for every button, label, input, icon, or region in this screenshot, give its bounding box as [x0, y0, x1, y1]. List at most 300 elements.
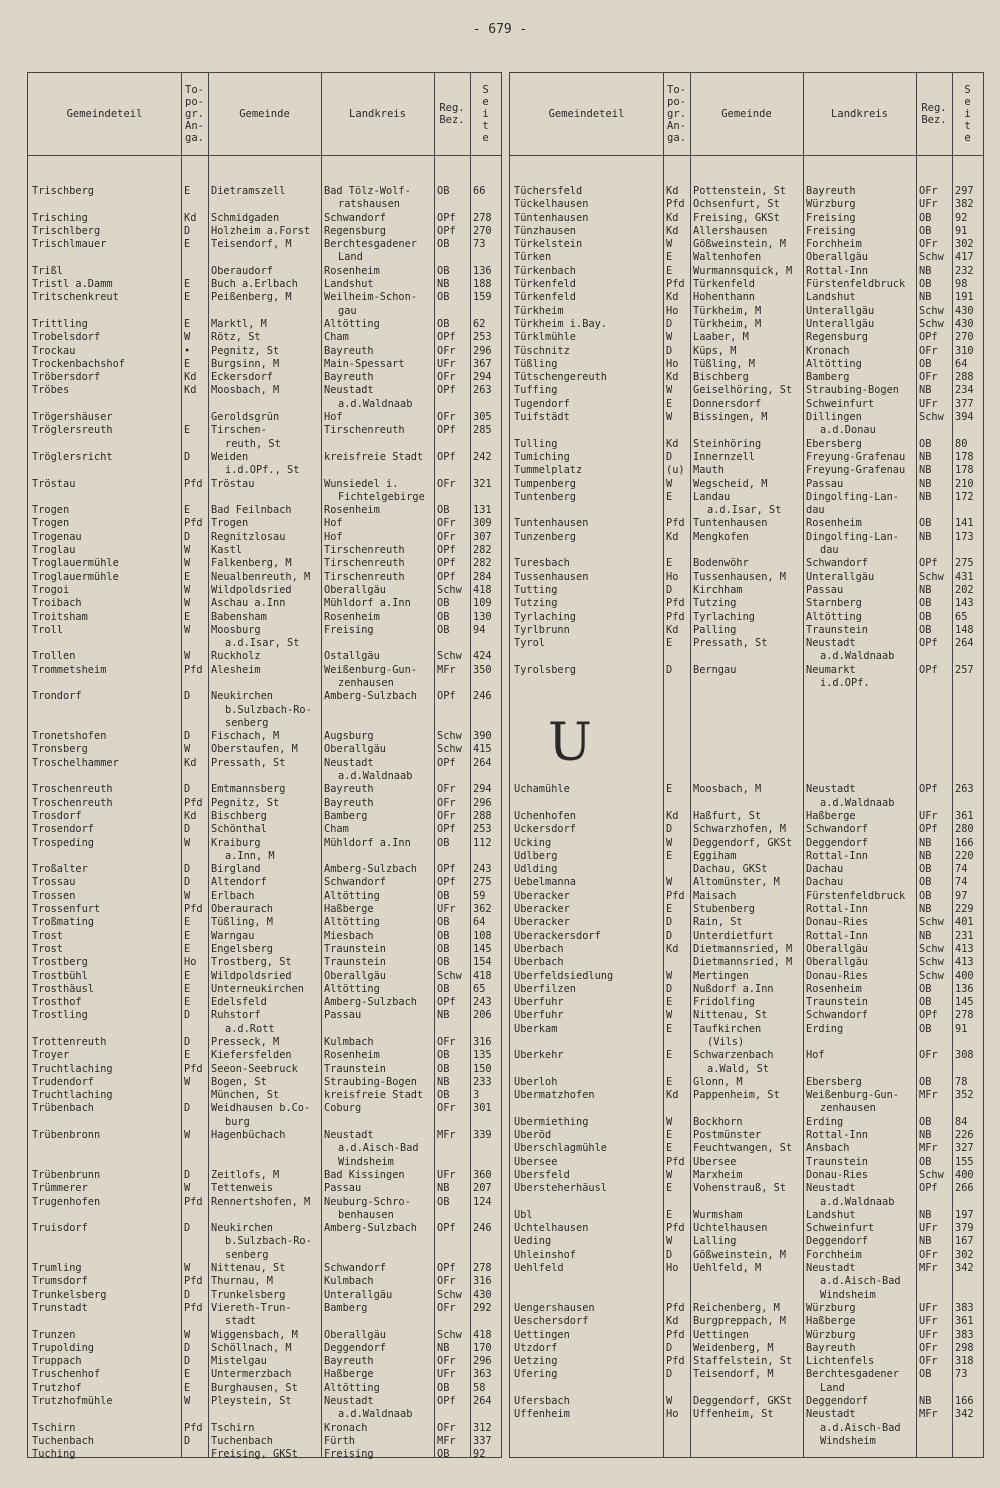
- cell-gemeinde: Rain, St: [693, 916, 743, 929]
- cell-topogr: Pfd: [666, 1155, 685, 1168]
- cell-gemeindeteil: Tröbes: [32, 384, 70, 397]
- cell-regbez: NB: [437, 1075, 450, 1088]
- cell-gemeinde: Falkenberg, M: [211, 557, 292, 570]
- cell-seite: 74: [955, 876, 968, 889]
- cell-seite: 361: [955, 809, 974, 822]
- cell-gemeindeteil: Übermiething: [514, 1115, 589, 1128]
- cell-gemeinde: Babensham: [211, 610, 267, 623]
- cell-landkreis: Rottal-Inn: [806, 1129, 868, 1142]
- cell-gemeinde: senberg: [225, 1248, 269, 1261]
- cell-gemeinde: Türkheim, M: [693, 317, 762, 330]
- cell-landkreis: Traunstein: [806, 996, 868, 1009]
- cell-seite: 309: [473, 517, 492, 530]
- cell-regbez: OB: [437, 1062, 450, 1075]
- cell-regbez: Schw: [919, 304, 944, 317]
- cell-landkreis: Unterallgäu: [324, 1288, 393, 1301]
- cell-gemeindeteil: Trudendorf: [32, 1075, 94, 1088]
- cell-seite: 136: [473, 264, 492, 277]
- cell-landkreis: Schweinfurt: [806, 397, 875, 410]
- cell-gemeindeteil: Überfilzen: [514, 982, 576, 995]
- cell-gemeindeteil: Trondorf: [32, 690, 82, 703]
- cell-seite: 173: [955, 530, 974, 543]
- cell-gemeinde: Mistelgau: [211, 1355, 267, 1368]
- cell-topogr: W: [666, 969, 673, 982]
- cell-gemeinde: a.Wald, St: [707, 1062, 769, 1075]
- cell-topogr: Pfd: [666, 198, 685, 211]
- cell-landkreis: Altötting: [806, 610, 862, 623]
- cell-regbez: OPf: [437, 863, 456, 876]
- cell-gemeindeteil: Tyrolsberg: [514, 663, 576, 676]
- table-row: [510, 1142, 983, 1155]
- cell-topogr: W: [666, 836, 673, 849]
- header-gemeindeteil: Gemeindeteil: [548, 108, 625, 120]
- cell-seite: 294: [473, 783, 492, 796]
- left-table: [27, 72, 502, 1461]
- cell-seite: 243: [473, 996, 492, 1009]
- cell-gemeinde: Oberstaufen, M: [211, 743, 298, 756]
- cell-seite: 294: [473, 371, 492, 384]
- cell-gemeinde: Emtmannsberg: [211, 783, 286, 796]
- cell-seite: 302: [955, 238, 974, 251]
- table-row: [510, 1382, 983, 1395]
- cell-regbez: OPf: [437, 224, 456, 237]
- cell-landkreis: Forchheim: [806, 1248, 862, 1261]
- cell-regbez: OFr: [437, 1355, 456, 1368]
- cell-topogr: Pfd: [184, 517, 203, 530]
- cell-landkreis: Kronach: [324, 1421, 368, 1434]
- cell-seite: 206: [473, 1009, 492, 1022]
- cell-gemeindeteil: Tummelplatz: [514, 464, 583, 477]
- table-row: [28, 504, 501, 517]
- cell-gemeindeteil: Troibach: [32, 597, 82, 610]
- cell-regbez: OPf: [437, 544, 456, 557]
- cell-seite: 318: [955, 1355, 974, 1368]
- cell-topogr: W: [666, 477, 673, 490]
- cell-gemeinde: Nußdorf a.Inn: [693, 982, 774, 995]
- cell-gemeinde: Moosbach, M: [211, 384, 280, 397]
- cell-gemeinde: Birgland: [211, 863, 261, 876]
- cell-gemeindeteil: Tugendorf: [514, 397, 570, 410]
- cell-landkreis: Rosenheim: [324, 610, 380, 623]
- table-row: [28, 531, 501, 544]
- cell-landkreis: dau: [806, 504, 825, 517]
- cell-gemeindeteil: Uchenhofen: [514, 809, 576, 822]
- cell-landkreis: Mühldorf a.Inn: [324, 597, 411, 610]
- cell-seite: 143: [955, 597, 974, 610]
- cell-landkreis: kreisfreie Stadt: [324, 1089, 424, 1102]
- cell-gemeinde: Dietmannsried, M: [693, 942, 793, 955]
- cell-landkreis: Traunstein: [806, 1155, 868, 1168]
- cell-gemeinde: Staffelstein, St: [693, 1355, 793, 1368]
- cell-seite: 401: [955, 916, 974, 929]
- cell-topogr: W: [666, 1115, 673, 1128]
- cell-gemeinde: Pegnitz, St: [211, 796, 280, 809]
- cell-regbez: OB: [437, 317, 450, 330]
- cell-seite: 202: [955, 583, 974, 596]
- table-row: [510, 504, 983, 517]
- table-row: [510, 451, 983, 464]
- cell-seite: 58: [473, 1381, 486, 1394]
- cell-seite: 377: [955, 397, 974, 410]
- cell-regbez: UFr: [919, 198, 938, 211]
- cell-seite: 62: [473, 317, 486, 330]
- cell-gemeinde: Aschau a.Inn: [211, 597, 286, 610]
- cell-gemeindeteil: Tumiching: [514, 450, 570, 463]
- table-row: [28, 411, 501, 424]
- table-row: [510, 983, 983, 996]
- cell-gemeinde: Pressath, St: [693, 637, 768, 650]
- cell-gemeinde: Tyrlaching: [693, 610, 755, 623]
- cell-regbez: UFr: [919, 1222, 938, 1235]
- cell-landkreis: Würzburg: [806, 1301, 856, 1314]
- cell-landkreis: Neustadt: [324, 1129, 374, 1142]
- cell-landkreis: Passau: [324, 1009, 362, 1022]
- cell-gemeindeteil: Trittling: [32, 317, 88, 330]
- table-row: [28, 890, 501, 903]
- cell-gemeinde: Taufkirchen: [693, 1022, 762, 1035]
- table-row: [28, 1315, 501, 1328]
- cell-topogr: D: [184, 876, 191, 889]
- table-row: [510, 1222, 983, 1235]
- cell-regbez: UFr: [437, 1168, 456, 1181]
- cell-landkreis: Würzburg: [806, 1328, 856, 1341]
- cell-gemeinde: Wurmannsquick, M: [693, 264, 793, 277]
- cell-gemeindeteil: Tünzhausen: [514, 224, 576, 237]
- table-row: [510, 1329, 983, 1342]
- cell-gemeinde: Tuchenbach: [211, 1434, 273, 1447]
- cell-gemeindeteil: Trugenhofen: [32, 1195, 101, 1208]
- cell-topogr: Kd: [184, 756, 197, 769]
- cell-regbez: OB: [919, 1155, 932, 1168]
- cell-topogr: Ho: [666, 1408, 679, 1421]
- cell-regbez: MFr: [919, 1262, 938, 1275]
- cell-landkreis: Neustadt: [806, 1262, 856, 1275]
- cell-gemeinde: Edelsfeld: [211, 996, 267, 1009]
- cell-gemeindeteil: Trosdorf: [32, 809, 82, 822]
- cell-regbez: NB: [919, 836, 932, 849]
- cell-gemeinde: Pressath, St: [211, 756, 286, 769]
- table-row: [28, 318, 501, 331]
- cell-landkreis: Deggendorf: [806, 1395, 868, 1408]
- cell-landkreis: kreisfreie Stadt: [324, 450, 424, 463]
- cell-regbez: Schw: [919, 570, 944, 583]
- cell-topogr: D: [666, 823, 673, 836]
- table-row: [510, 1156, 983, 1169]
- cell-gemeinde: Holzheim a.Forst: [211, 224, 311, 237]
- table-row: [28, 1009, 501, 1022]
- cell-gemeinde: Bischberg: [211, 809, 267, 822]
- cell-gemeindeteil: Uetzing: [514, 1355, 558, 1368]
- cell-gemeinde: Regnitzlosau: [211, 530, 286, 543]
- cell-landkreis: ratshausen: [338, 198, 400, 211]
- cell-topogr: W: [184, 1182, 191, 1195]
- cell-regbez: NB: [919, 1208, 932, 1221]
- cell-gemeindeteil: Tröglersreuth: [32, 424, 113, 437]
- cell-regbez: OPf: [919, 331, 938, 344]
- cell-gemeindeteil: Trupolding: [32, 1341, 94, 1354]
- cell-landkreis: a.d.Waldnaab: [820, 1195, 895, 1208]
- cell-gemeindeteil: Tütschengereuth: [514, 371, 607, 384]
- cell-landkreis: Landshut: [806, 291, 856, 304]
- table-row: [510, 1102, 983, 1115]
- table-header: [28, 73, 501, 156]
- table-row: [28, 983, 501, 996]
- cell-seite: 197: [955, 1208, 974, 1221]
- cell-topogr: D: [184, 530, 191, 543]
- cell-landkreis: Schwandorf: [324, 1262, 386, 1275]
- cell-gemeinde: Bogen, St: [211, 1075, 267, 1088]
- cell-regbez: UFr: [919, 809, 938, 822]
- cell-gemeindeteil: Übersfeld: [514, 1168, 570, 1181]
- cell-topogr: Pfd: [666, 889, 685, 902]
- cell-gemeindeteil: Truppach: [32, 1355, 82, 1368]
- cell-landkreis: Schwandorf: [324, 876, 386, 889]
- cell-regbez: Schw: [919, 956, 944, 969]
- cell-seite: 264: [473, 1395, 492, 1408]
- cell-landkreis: Bayreuth: [324, 783, 374, 796]
- cell-regbez: NB: [919, 530, 932, 543]
- cell-gemeinde: Geiselhöring, St: [693, 384, 793, 397]
- cell-regbez: OPf: [437, 570, 456, 583]
- cell-topogr: W: [184, 889, 191, 902]
- cell-topogr: E: [666, 849, 673, 862]
- cell-landkreis: Windsheim: [820, 1434, 876, 1447]
- cell-regbez: OB: [437, 610, 450, 623]
- cell-landkreis: Windsheim: [820, 1288, 876, 1301]
- table-row: [510, 517, 983, 530]
- cell-gemeindeteil: Trost: [32, 929, 63, 942]
- cell-topogr: Ho: [666, 304, 679, 317]
- cell-regbez: OPf: [437, 331, 456, 344]
- cell-regbez: MFr: [919, 1142, 938, 1155]
- cell-regbez: Schw: [919, 969, 944, 982]
- cell-landkreis: Rosenheim: [324, 504, 380, 517]
- cell-gemeinde: Bad Feilnbach: [211, 504, 292, 517]
- table-row: [510, 424, 983, 437]
- cell-landkreis: Bayreuth: [806, 1341, 856, 1354]
- table-row: [510, 690, 983, 703]
- cell-landkreis: Rosenheim: [806, 982, 862, 995]
- cell-landkreis: Ansbach: [806, 1142, 850, 1155]
- table-row: [510, 664, 983, 677]
- cell-topogr: E: [666, 783, 673, 796]
- cell-seite: 78: [955, 1075, 968, 1088]
- table-row: [28, 743, 501, 756]
- table-row: [28, 1142, 501, 1155]
- cell-gemeindeteil: Überfuhr: [514, 996, 564, 1009]
- cell-gemeinde: Altendorf: [211, 876, 267, 889]
- cell-gemeindeteil: Trunkelsberg: [32, 1288, 107, 1301]
- table-row: [510, 943, 983, 956]
- cell-landkreis: Altötting: [324, 916, 380, 929]
- cell-landkreis: Schwandorf: [806, 823, 868, 836]
- table-row: [510, 797, 983, 810]
- cell-seite: 342: [955, 1262, 974, 1275]
- cell-landkreis: Amberg-Sulzbach: [324, 863, 417, 876]
- cell-topogr: W: [184, 331, 191, 344]
- cell-topogr: D: [184, 783, 191, 796]
- table-row: [28, 478, 501, 491]
- cell-gemeindeteil: Trogen: [32, 504, 70, 517]
- cell-seite: 413: [955, 956, 974, 969]
- cell-landkreis: Cham: [324, 823, 349, 836]
- cell-landkreis: a.d.Aisch-Bad: [338, 1142, 419, 1155]
- cell-landkreis: a.d.Donau: [820, 424, 876, 437]
- cell-regbez: OFr: [919, 185, 938, 197]
- cell-gemeinde: Tutzing: [693, 597, 737, 610]
- cell-regbez: Schw: [437, 583, 462, 596]
- table-row: [28, 1342, 501, 1355]
- cell-gemeinde: Zeitlofs, M: [211, 1168, 280, 1181]
- cell-regbez: Schw: [437, 743, 462, 756]
- cell-gemeinde: Üchtelhausen: [693, 1222, 768, 1235]
- cell-regbez: NB: [919, 384, 932, 397]
- cell-gemeinde: Deggendorf, GKSt: [693, 836, 793, 849]
- cell-topogr: E: [184, 996, 191, 1009]
- cell-seite: 296: [473, 796, 492, 809]
- cell-gemeinde: Ruckholz: [211, 650, 261, 663]
- cell-gemeindeteil: Überkam: [514, 1022, 558, 1035]
- cell-regbez: OFr: [437, 1102, 456, 1115]
- cell-gemeindeteil: Trischberg: [32, 185, 94, 197]
- cell-gemeinde: Bodenwöhr: [693, 557, 749, 570]
- cell-gemeindeteil: Uffenheim: [514, 1408, 570, 1421]
- cell-topogr: W: [184, 650, 191, 663]
- cell-seite: 231: [955, 929, 974, 942]
- cell-seite: 98: [955, 278, 968, 291]
- cell-seite: 148: [955, 623, 974, 636]
- cell-regbez: OPf: [437, 690, 456, 703]
- cell-topogr: Pfd: [184, 1275, 203, 1288]
- cell-landkreis: Weißenburg-Gun-: [324, 663, 417, 676]
- cell-landkreis: Passau: [806, 583, 844, 596]
- cell-topogr: •: [184, 344, 191, 357]
- cell-seite: 124: [473, 1195, 492, 1208]
- table-row: [510, 331, 983, 344]
- table-row: [28, 1116, 501, 1129]
- cell-gemeinde: Pleystein, St: [211, 1395, 292, 1408]
- header-regbez: Reg. Bez.: [921, 102, 947, 126]
- cell-seite: 382: [955, 198, 974, 211]
- table-row: [510, 850, 983, 863]
- table-row: [28, 650, 501, 663]
- cell-landkreis: Rosenheim: [324, 264, 380, 277]
- cell-topogr: D: [666, 1368, 673, 1381]
- cell-gemeindeteil: Tritschenkreut: [32, 291, 119, 304]
- cell-seite: 210: [955, 477, 974, 490]
- table-row: [28, 1169, 501, 1182]
- cell-gemeindeteil: Tristl a.Damm: [32, 278, 113, 291]
- cell-topogr: D: [184, 863, 191, 876]
- table-row: [510, 584, 983, 597]
- cell-seite: 131: [473, 504, 492, 517]
- table-row: [510, 571, 983, 584]
- cell-regbez: NB: [919, 903, 932, 916]
- cell-topogr: D: [184, 450, 191, 463]
- cell-gemeindeteil: Tüschnitz: [514, 344, 570, 357]
- cell-gemeindeteil: Trübenbrunn: [32, 1168, 101, 1181]
- cell-landkreis: Lichtenfels: [806, 1355, 875, 1368]
- cell-topogr: D: [184, 1102, 191, 1115]
- cell-gemeinde: Weiden: [211, 450, 249, 463]
- cell-landkreis: zenhausen: [820, 1102, 876, 1115]
- cell-seite: 145: [955, 996, 974, 1009]
- cell-regbez: OB: [437, 956, 450, 969]
- cell-landkreis: Cham: [324, 331, 349, 344]
- cell-topogr: D: [184, 1355, 191, 1368]
- cell-gemeindeteil: Türkheim i.Bay.: [514, 317, 607, 330]
- table-row: [28, 837, 501, 850]
- cell-seite: 159: [473, 291, 492, 304]
- cell-landkreis: Schwandorf: [806, 557, 868, 570]
- cell-topogr: W: [666, 1168, 673, 1181]
- cell-gemeindeteil: Truchtlaching: [32, 1062, 113, 1075]
- cell-topogr: Kd: [184, 371, 197, 384]
- cell-topogr: D: [666, 1341, 673, 1354]
- cell-landkreis: Oberallgäu: [324, 743, 386, 756]
- table-row: [28, 757, 501, 770]
- cell-topogr: D: [666, 450, 673, 463]
- cell-seite: 400: [955, 969, 974, 982]
- cell-topogr: Ho: [666, 357, 679, 370]
- cell-landkreis: Land: [338, 251, 363, 264]
- cell-gemeindeteil: Tyrlbrunn: [514, 623, 570, 636]
- cell-topogr: Pfd: [666, 597, 685, 610]
- cell-landkreis: Freyung-Grafenau: [806, 464, 906, 477]
- cell-gemeinde: Mauth: [693, 464, 724, 477]
- cell-topogr: Pfd: [184, 1062, 203, 1075]
- cell-gemeindeteil: Tronetshofen: [32, 730, 107, 743]
- cell-gemeindeteil: Überacker: [514, 916, 570, 929]
- cell-landkreis: Altötting: [324, 1381, 380, 1394]
- cell-gemeinde: Tirschen-: [211, 424, 267, 437]
- cell-seite: 296: [473, 344, 492, 357]
- table-row: [28, 517, 501, 530]
- cell-regbez: OFr: [919, 1341, 938, 1354]
- cell-gemeinde: Erlbach: [211, 889, 255, 902]
- cell-landkreis: Unterallgäu: [806, 304, 875, 317]
- cell-landkreis: Fichtelgebirge: [338, 490, 425, 503]
- cell-topogr: Kd: [184, 211, 197, 224]
- cell-gemeindeteil: Troschenreuth: [32, 796, 113, 809]
- cell-gemeinde: Vohenstrauß, St: [693, 1182, 786, 1195]
- cell-landkreis: Hof: [324, 517, 343, 530]
- cell-gemeinde: Tröstau: [211, 477, 255, 490]
- table-row: [510, 1408, 983, 1421]
- cell-topogr: E: [666, 996, 673, 1009]
- cell-seite: 80: [955, 437, 968, 450]
- cell-gemeinde: a.Inn, M: [225, 849, 275, 862]
- cell-seite: 363: [473, 1368, 492, 1381]
- cell-gemeindeteil: Turesbach: [514, 557, 570, 570]
- table-row: [510, 464, 983, 477]
- cell-regbez: OPf: [919, 637, 938, 650]
- cell-landkreis: Bayreuth: [324, 371, 374, 384]
- cell-gemeinde: Feuchtwangen, St: [693, 1142, 793, 1155]
- table-row: [28, 1023, 501, 1036]
- cell-landkreis: Ebersberg: [806, 1075, 862, 1088]
- cell-seite: 321: [473, 477, 492, 490]
- cell-landkreis: Traunstein: [324, 1062, 386, 1075]
- cell-gemeinde: Ruhstorf: [211, 1009, 261, 1022]
- cell-landkreis: Straubing-Bogen: [324, 1075, 417, 1088]
- cell-regbez: OPf: [437, 384, 456, 397]
- cell-gemeindeteil: Troitsham: [32, 610, 88, 623]
- cell-landkreis: Erding: [806, 1022, 844, 1035]
- cell-seite: 233: [473, 1075, 492, 1088]
- cell-gemeindeteil: Trosthof: [32, 996, 82, 1009]
- table-row: [28, 238, 501, 251]
